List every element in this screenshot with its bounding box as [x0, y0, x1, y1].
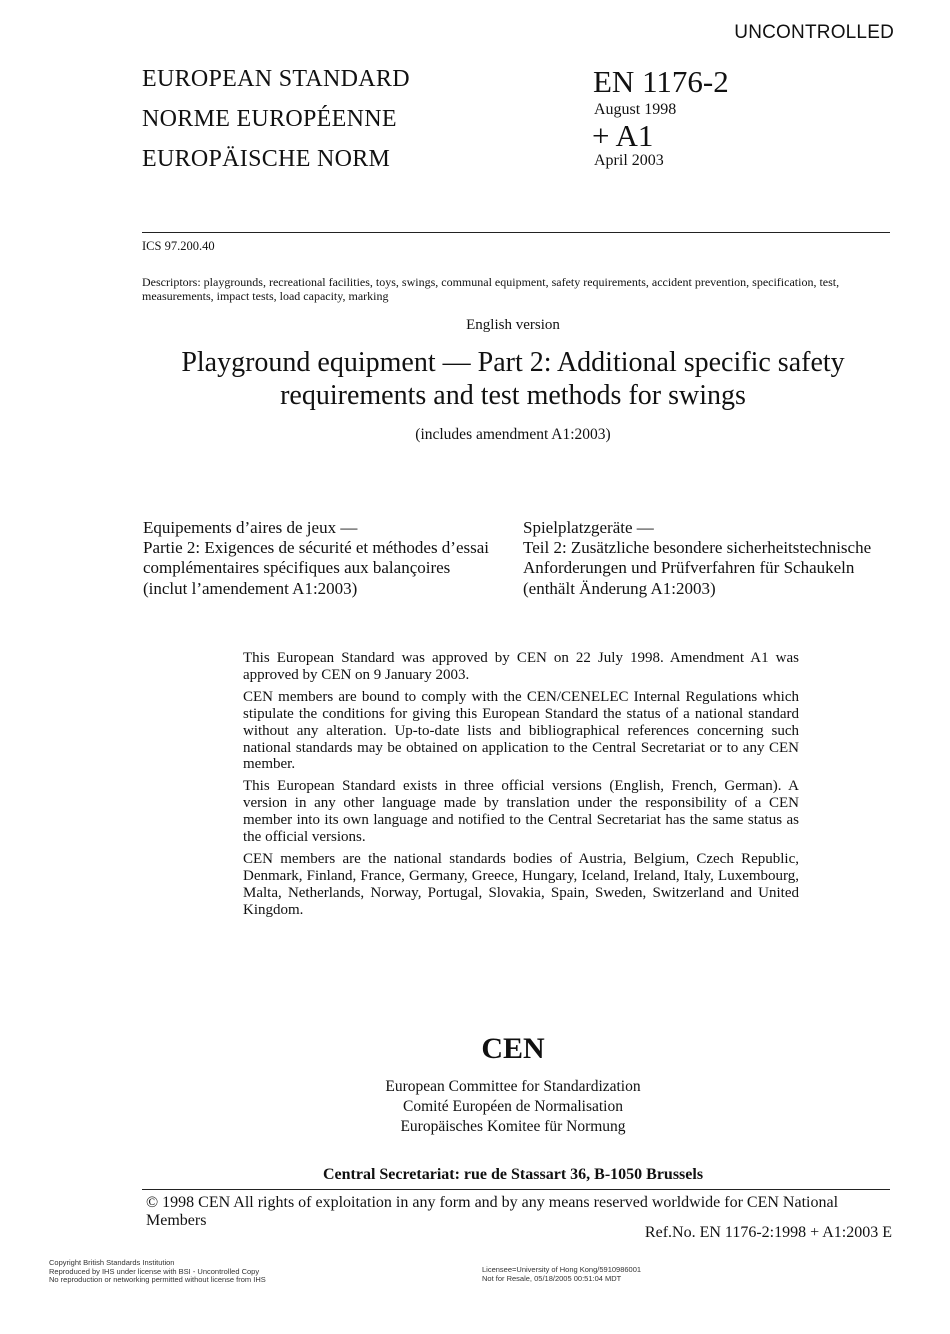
regulations-paragraph: CEN members are bound to comply with the CEN/CENELEC Internal Regulations which stipulate the conditions for giving this European Standard the status of a national standard without any alteration. Up-to-date lists and bibliographical references concerning such national standards may be obtained on application to the Central Secretariat or to any CEN member.	[243, 688, 799, 773]
standard-number: EN 1176-2	[593, 64, 729, 99]
footer-right-line: Not for Resale, 05/18/2005 00:51:04 MDT	[482, 1273, 622, 1283]
title-europaische-norm: EUROPÄISCHE NORM	[142, 146, 391, 172]
license-footer-right	[482, 1266, 641, 1283]
descriptors: Descriptors: playgrounds, recreational facilities, toys, swings, communal equipment, safety requirements, accident prevention, specification, test, measurements, impact tests, load capacity, marking	[142, 275, 840, 303]
approval-paragraph: This European Standard was approved by CEN on 22 July 1998. Amendment A1 was approved by CEN on 9 January 2003.	[243, 650, 799, 683]
license-footer-left	[49, 1259, 266, 1285]
german-title: Spielplatzgeräte — Teil 2: Zusätzliche besondere sicherheitstechnische Anforderungen und Prüfverfahren für Schaukeln (enthält Änderung A1:2003)	[523, 518, 872, 598]
uncontrolled-stamp: UNCONTROLLED	[734, 22, 894, 43]
footer-left-line: No reproduction or networking permitted without license from IHS	[49, 1275, 266, 1285]
secretariat-address: Central Secretariat: rue de Stassart 36, B-1050 Brussels	[322, 1166, 704, 1183]
footer-right-line: Licensee=University of Hong Kong/5910986001	[482, 1265, 642, 1274]
footer-divider	[142, 1189, 890, 1190]
publication-date: August 1998	[594, 101, 677, 118]
document-title: Playground equipment — Part 2: Additional specific safety requirements and test methods for swings	[181, 347, 845, 411]
french-title: Equipements d’aires de jeux — Partie 2: Exigences de sécurité et méthodes d’essai complémentaires spécifiques aux balançoires (inclut l’amendement A1:2003)	[143, 518, 490, 598]
approval-text	[243, 650, 799, 924]
cen-name-en: European Committee for Standardization	[385, 1078, 641, 1095]
versions-paragraph: This European Standard exists in three official versions (English, French, German). A version in any other language made by translation under the responsibility of a CEN member into its own language and notified to the Central Secretariat has the same status as the official versions.	[243, 778, 799, 846]
footer-left-line: Copyright British Standards Institution	[49, 1258, 175, 1267]
cen-names	[0, 1077, 950, 1137]
members-paragraph: CEN members are the national standards bodies of Austria, Belgium, Czech Republic, Denmark, Finland, France, Germany, Greece, Hungary, Iceland, Ireland, Italy, Luxembourg, Malta, Netherlands, Norway, Portugal, Slovakia, Spain, Sweden, Switzerland and United Kingdom.	[243, 850, 799, 918]
title-european-standard: EUROPEAN STANDARD	[142, 66, 410, 92]
cen-name-de: Europäisches Komitee für Normung	[400, 1118, 626, 1135]
amendment-date: April 2003	[594, 152, 664, 169]
header-divider	[142, 232, 890, 233]
amendment-label: + A1	[592, 118, 654, 153]
version-label: English version	[466, 317, 560, 333]
reference-number: Ref.No. EN 1176-2:1998 + A1:2003 E	[644, 1224, 892, 1241]
ics-code: ICS 97.200.40	[142, 239, 215, 253]
footer-left-line: Reproduced by IHS under license with BSI - Uncontrolled Copy	[49, 1266, 260, 1276]
cen-name-fr: Comité Européen de Normalisation	[403, 1098, 623, 1115]
copyright-notice: © 1998 CEN All rights of exploitation in any form and by any means reserved worldwide for CEN National Members	[146, 1194, 839, 1229]
title-norme-europeenne: NORME EUROPÉENNE	[142, 106, 397, 132]
cen-logo: CEN	[481, 1032, 545, 1065]
amendment-note: (includes amendment A1:2003)	[415, 426, 611, 443]
